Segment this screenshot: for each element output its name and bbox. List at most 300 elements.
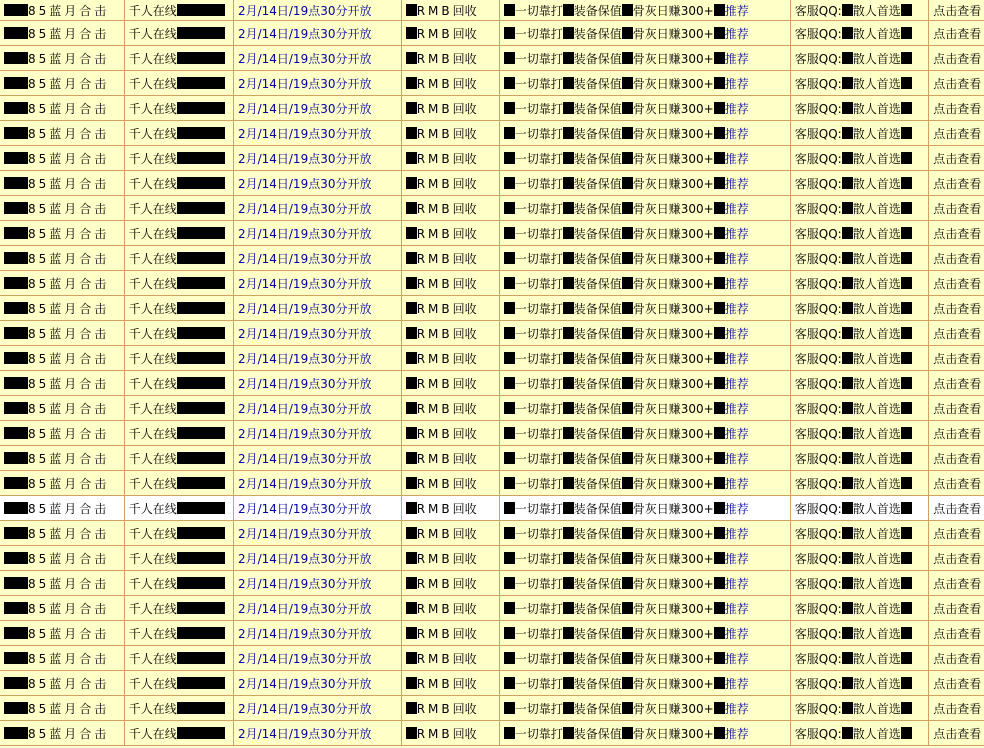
view-link[interactable]: 点击查看 bbox=[933, 626, 982, 641]
open-time-link[interactable]: 2月/14日/19点30分开放 bbox=[237, 426, 372, 441]
rmb-text: RMB bbox=[416, 276, 453, 291]
open-time-cell[interactable] bbox=[233, 521, 401, 546]
server-name-cell[interactable] bbox=[0, 646, 124, 671]
open-time-cell[interactable] bbox=[233, 546, 401, 571]
view-cell[interactable] bbox=[929, 571, 984, 596]
feature-fight: 一切靠打 bbox=[514, 276, 563, 291]
table-row[interactable] bbox=[0, 221, 984, 246]
recommend-link[interactable]: 推荐 bbox=[724, 626, 749, 641]
open-time-cell[interactable] bbox=[233, 321, 401, 346]
recycle-text: 回收 bbox=[452, 726, 477, 741]
redacted-block bbox=[406, 502, 417, 514]
table-row[interactable] bbox=[0, 671, 984, 696]
view-cell[interactable] bbox=[929, 0, 984, 21]
view-link[interactable]: 点击查看 bbox=[933, 601, 982, 616]
view-cell[interactable] bbox=[929, 246, 984, 271]
redacted-block bbox=[842, 27, 853, 39]
recommend-link[interactable]: 推荐 bbox=[724, 351, 749, 366]
table-row[interactable] bbox=[0, 146, 984, 171]
open-time-cell[interactable] bbox=[233, 446, 401, 471]
online-cell bbox=[124, 521, 233, 546]
table-row[interactable] bbox=[0, 696, 984, 721]
server-name: 85蓝月合击 bbox=[28, 151, 110, 166]
open-time-link[interactable]: 2月/14日/19点30分开放 bbox=[237, 3, 372, 18]
view-cell[interactable] bbox=[929, 271, 984, 296]
recommend-link[interactable]: 推荐 bbox=[724, 376, 749, 391]
table-row[interactable] bbox=[0, 596, 984, 621]
qq-label: 客服QQ: bbox=[794, 326, 842, 341]
open-time-link[interactable]: 2月/14日/19点30分开放 bbox=[237, 551, 372, 566]
open-time-link[interactable]: 2月/14日/19点30分开放 bbox=[237, 601, 372, 616]
open-time-link[interactable]: 2月/14日/19点30分开放 bbox=[237, 76, 372, 91]
table-row[interactable] bbox=[0, 446, 984, 471]
open-time-link[interactable]: 2月/14日/19点30分开放 bbox=[237, 626, 372, 641]
server-name-cell[interactable] bbox=[0, 346, 124, 371]
recommend-link[interactable]: 推荐 bbox=[724, 576, 749, 591]
features-cell bbox=[499, 446, 790, 471]
table-row[interactable] bbox=[0, 646, 984, 671]
recommend-link[interactable]: 推荐 bbox=[724, 501, 749, 516]
recycle-text: 回收 bbox=[452, 576, 477, 591]
qq-tag: 散人首选 bbox=[852, 376, 901, 391]
open-time-link[interactable]: 2月/14日/19点30分开放 bbox=[237, 301, 372, 316]
feature-earn: 骨灰日赚300+ bbox=[632, 251, 714, 266]
recommend-link[interactable]: 推荐 bbox=[724, 151, 749, 166]
qq-tag: 散人首选 bbox=[852, 501, 901, 516]
online-text: 千人在线 bbox=[128, 676, 177, 691]
open-time-link[interactable]: 2月/14日/19点30分开放 bbox=[237, 726, 372, 741]
view-cell[interactable] bbox=[929, 321, 984, 346]
qq-label: 客服QQ: bbox=[794, 3, 842, 18]
view-cell[interactable] bbox=[929, 21, 984, 46]
view-link[interactable]: 点击查看 bbox=[933, 476, 982, 491]
open-time-link[interactable]: 2月/14日/19点30分开放 bbox=[237, 476, 372, 491]
open-time-link[interactable]: 2月/14日/19点30分开放 bbox=[237, 651, 372, 666]
view-link[interactable]: 点击查看 bbox=[933, 576, 982, 591]
view-cell[interactable] bbox=[929, 646, 984, 671]
rmb-text: RMB bbox=[416, 501, 453, 516]
rmb-text: RMB bbox=[416, 676, 453, 691]
open-time-cell[interactable] bbox=[233, 296, 401, 321]
server-name-cell[interactable] bbox=[0, 96, 124, 121]
view-link[interactable]: 点击查看 bbox=[933, 501, 982, 516]
table-row[interactable] bbox=[0, 321, 984, 346]
redacted-block bbox=[4, 502, 28, 514]
feature-fight: 一切靠打 bbox=[514, 401, 563, 416]
recommend-link[interactable]: 推荐 bbox=[724, 401, 749, 416]
table-row[interactable] bbox=[0, 246, 984, 271]
recommend-link[interactable]: 推荐 bbox=[724, 76, 749, 91]
view-link[interactable]: 点击查看 bbox=[933, 326, 982, 341]
table-row[interactable] bbox=[0, 621, 984, 646]
online-text: 千人在线 bbox=[128, 601, 177, 616]
open-time-cell[interactable] bbox=[233, 121, 401, 146]
server-name-cell[interactable] bbox=[0, 46, 124, 71]
open-time-cell[interactable] bbox=[233, 421, 401, 446]
server-name-cell[interactable] bbox=[0, 21, 124, 46]
redacted-block bbox=[622, 302, 633, 314]
open-time-cell[interactable] bbox=[233, 271, 401, 296]
open-time-cell[interactable] bbox=[233, 221, 401, 246]
server-name-cell[interactable] bbox=[0, 421, 124, 446]
view-link[interactable]: 点击查看 bbox=[933, 176, 982, 191]
recycle-cell bbox=[401, 71, 499, 96]
open-time-link[interactable]: 2月/14日/19点30分开放 bbox=[237, 26, 372, 41]
recommend-link[interactable]: 推荐 bbox=[724, 476, 749, 491]
view-link[interactable]: 点击查看 bbox=[933, 526, 982, 541]
redacted-block bbox=[177, 177, 225, 189]
server-name-cell[interactable] bbox=[0, 246, 124, 271]
redacted-block bbox=[714, 77, 725, 89]
view-cell[interactable] bbox=[929, 546, 984, 571]
view-link[interactable]: 点击查看 bbox=[933, 226, 982, 241]
table-row[interactable] bbox=[0, 21, 984, 46]
recommend-link[interactable]: 推荐 bbox=[724, 701, 749, 716]
table-row[interactable] bbox=[0, 171, 984, 196]
server-name-cell[interactable] bbox=[0, 271, 124, 296]
table-row[interactable] bbox=[0, 471, 984, 496]
view-cell[interactable] bbox=[929, 621, 984, 646]
view-cell[interactable] bbox=[929, 71, 984, 96]
view-cell[interactable] bbox=[929, 696, 984, 721]
table-row[interactable] bbox=[0, 571, 984, 596]
feature-value: 装备保值 bbox=[573, 276, 622, 291]
redacted-block bbox=[901, 227, 912, 239]
open-time-link[interactable]: 2月/14日/19点30分开放 bbox=[237, 226, 372, 241]
view-link[interactable]: 点击查看 bbox=[933, 351, 982, 366]
table-row[interactable] bbox=[0, 371, 984, 396]
redacted-block bbox=[177, 602, 225, 614]
view-link[interactable]: 点击查看 bbox=[933, 726, 982, 741]
table-row[interactable] bbox=[0, 346, 984, 371]
redacted-block bbox=[563, 502, 574, 514]
view-cell[interactable] bbox=[929, 471, 984, 496]
table-row[interactable] bbox=[0, 46, 984, 71]
view-cell[interactable] bbox=[929, 396, 984, 421]
feature-earn: 骨灰日赚300+ bbox=[632, 51, 714, 66]
feature-value: 装备保值 bbox=[573, 476, 622, 491]
open-time-link[interactable]: 2月/14日/19点30分开放 bbox=[237, 201, 372, 216]
qq-tag: 散人首选 bbox=[852, 51, 901, 66]
rmb-text: RMB bbox=[416, 601, 453, 616]
view-cell[interactable] bbox=[929, 96, 984, 121]
open-time-link[interactable]: 2月/14日/19点30分开放 bbox=[237, 276, 372, 291]
view-cell[interactable] bbox=[929, 121, 984, 146]
redacted-block bbox=[714, 452, 725, 464]
recommend-link[interactable]: 推荐 bbox=[724, 176, 749, 191]
qq-tag: 散人首选 bbox=[852, 126, 901, 141]
view-cell[interactable] bbox=[929, 496, 984, 521]
recommend-link[interactable]: 推荐 bbox=[724, 726, 749, 741]
redacted-block bbox=[4, 352, 28, 364]
server-name-cell[interactable] bbox=[0, 171, 124, 196]
redacted-block bbox=[842, 352, 853, 364]
table-row[interactable] bbox=[0, 421, 984, 446]
server-name: 85蓝月合击 bbox=[28, 626, 110, 641]
qq-label: 客服QQ: bbox=[794, 576, 842, 591]
open-time-link[interactable]: 2月/14日/19点30分开放 bbox=[237, 351, 372, 366]
open-time-cell[interactable] bbox=[233, 496, 401, 521]
view-link[interactable]: 点击查看 bbox=[933, 126, 982, 141]
view-link[interactable]: 点击查看 bbox=[933, 201, 982, 216]
redacted-block bbox=[406, 102, 417, 114]
table-row[interactable] bbox=[0, 196, 984, 221]
view-cell[interactable] bbox=[929, 146, 984, 171]
view-link[interactable]: 点击查看 bbox=[933, 301, 982, 316]
open-time-link[interactable]: 2月/14日/19点30分开放 bbox=[237, 176, 372, 191]
view-cell[interactable] bbox=[929, 671, 984, 696]
feature-earn: 骨灰日赚300+ bbox=[632, 401, 714, 416]
view-link[interactable]: 点击查看 bbox=[933, 101, 982, 116]
open-time-link[interactable]: 2月/14日/19点30分开放 bbox=[237, 126, 372, 141]
server-name-cell[interactable] bbox=[0, 696, 124, 721]
redacted-block bbox=[622, 227, 633, 239]
recommend-link[interactable]: 推荐 bbox=[724, 26, 749, 41]
rmb-text: RMB bbox=[416, 451, 453, 466]
redacted-block bbox=[4, 677, 28, 689]
open-time-link[interactable]: 2月/14日/19点30分开放 bbox=[237, 51, 372, 66]
view-link[interactable]: 点击查看 bbox=[933, 651, 982, 666]
feature-fight: 一切靠打 bbox=[514, 176, 563, 191]
view-link[interactable]: 点击查看 bbox=[933, 426, 982, 441]
recommend-link[interactable]: 推荐 bbox=[724, 226, 749, 241]
qq-cell bbox=[790, 546, 928, 571]
open-time-link[interactable]: 2月/14日/19点30分开放 bbox=[237, 101, 372, 116]
recommend-link[interactable]: 推荐 bbox=[724, 51, 749, 66]
open-time-cell[interactable] bbox=[233, 46, 401, 71]
open-time-link[interactable]: 2月/14日/19点30分开放 bbox=[237, 151, 372, 166]
view-link[interactable]: 点击查看 bbox=[933, 3, 982, 18]
server-name-cell[interactable] bbox=[0, 621, 124, 646]
open-time-link[interactable]: 2月/14日/19点30分开放 bbox=[237, 526, 372, 541]
server-name-cell[interactable] bbox=[0, 221, 124, 246]
qq-tag: 散人首选 bbox=[852, 426, 901, 441]
online-cell bbox=[124, 546, 233, 571]
redacted-block bbox=[901, 127, 912, 139]
view-link[interactable]: 点击查看 bbox=[933, 401, 982, 416]
redacted-block bbox=[622, 327, 633, 339]
view-link[interactable]: 点击查看 bbox=[933, 376, 982, 391]
server-name-cell[interactable] bbox=[0, 571, 124, 596]
recommend-link[interactable]: 推荐 bbox=[724, 251, 749, 266]
view-link[interactable]: 点击查看 bbox=[933, 26, 982, 41]
open-time-cell[interactable] bbox=[233, 471, 401, 496]
server-name-cell[interactable] bbox=[0, 71, 124, 96]
recommend-link[interactable]: 推荐 bbox=[724, 651, 749, 666]
open-time-cell[interactable] bbox=[233, 96, 401, 121]
recommend-link[interactable]: 推荐 bbox=[724, 551, 749, 566]
view-cell[interactable] bbox=[929, 446, 984, 471]
recommend-link[interactable]: 推荐 bbox=[724, 526, 749, 541]
qq-label: 客服QQ: bbox=[794, 51, 842, 66]
redacted-block bbox=[901, 527, 912, 539]
feature-value: 装备保值 bbox=[573, 101, 622, 116]
view-link[interactable]: 点击查看 bbox=[933, 151, 982, 166]
redacted-block bbox=[842, 127, 853, 139]
view-link[interactable]: 点击查看 bbox=[933, 551, 982, 566]
open-time-cell[interactable] bbox=[233, 621, 401, 646]
table-row[interactable] bbox=[0, 296, 984, 321]
view-cell[interactable] bbox=[929, 46, 984, 71]
redacted-block bbox=[177, 152, 225, 164]
view-cell[interactable] bbox=[929, 371, 984, 396]
open-time-cell[interactable] bbox=[233, 596, 401, 621]
table-row[interactable] bbox=[0, 396, 984, 421]
open-time-cell[interactable] bbox=[233, 196, 401, 221]
rmb-text: RMB bbox=[416, 526, 453, 541]
redacted-block bbox=[504, 727, 515, 739]
recommend-link[interactable]: 推荐 bbox=[724, 3, 749, 18]
qq-tag: 散人首选 bbox=[852, 451, 901, 466]
redacted-block bbox=[842, 727, 853, 739]
view-link[interactable]: 点击查看 bbox=[933, 51, 982, 66]
recommend-link[interactable]: 推荐 bbox=[724, 676, 749, 691]
open-time-cell[interactable] bbox=[233, 571, 401, 596]
redacted-block bbox=[177, 302, 225, 314]
server-name-cell[interactable] bbox=[0, 146, 124, 171]
server-name: 85蓝月合击 bbox=[28, 376, 110, 391]
open-time-link[interactable]: 2月/14日/19点30分开放 bbox=[237, 701, 372, 716]
recommend-link[interactable]: 推荐 bbox=[724, 426, 749, 441]
redacted-block bbox=[4, 427, 28, 439]
recommend-link[interactable]: 推荐 bbox=[724, 101, 749, 116]
table-row[interactable] bbox=[0, 0, 984, 21]
redacted-block bbox=[563, 377, 574, 389]
view-cell[interactable] bbox=[929, 221, 984, 246]
qq-label: 客服QQ: bbox=[794, 701, 842, 716]
open-time-link[interactable]: 2月/14日/19点30分开放 bbox=[237, 676, 372, 691]
view-cell[interactable] bbox=[929, 296, 984, 321]
server-name-cell[interactable] bbox=[0, 321, 124, 346]
open-time-cell[interactable] bbox=[233, 346, 401, 371]
recommend-link[interactable]: 推荐 bbox=[724, 601, 749, 616]
redacted-block bbox=[842, 452, 853, 464]
server-name-cell[interactable] bbox=[0, 671, 124, 696]
open-time-cell[interactable] bbox=[233, 396, 401, 421]
open-time-cell[interactable] bbox=[233, 171, 401, 196]
view-cell[interactable] bbox=[929, 421, 984, 446]
redacted-block bbox=[714, 4, 725, 16]
qq-cell bbox=[790, 696, 928, 721]
server-name-cell[interactable] bbox=[0, 521, 124, 546]
table-row[interactable] bbox=[0, 546, 984, 571]
features-cell bbox=[499, 671, 790, 696]
server-name-cell[interactable] bbox=[0, 371, 124, 396]
view-link[interactable]: 点击查看 bbox=[933, 76, 982, 91]
server-name-cell[interactable] bbox=[0, 296, 124, 321]
server-name-cell[interactable] bbox=[0, 471, 124, 496]
open-time-cell[interactable] bbox=[233, 21, 401, 46]
table-row[interactable] bbox=[0, 121, 984, 146]
table-row[interactable] bbox=[0, 96, 984, 121]
recommend-link[interactable]: 推荐 bbox=[724, 451, 749, 466]
open-time-cell[interactable] bbox=[233, 0, 401, 21]
redacted-block bbox=[4, 127, 28, 139]
feature-value: 装备保值 bbox=[573, 676, 622, 691]
redacted-block bbox=[622, 427, 633, 439]
server-name-cell[interactable] bbox=[0, 496, 124, 521]
online-text: 千人在线 bbox=[128, 451, 177, 466]
open-time-cell[interactable] bbox=[233, 696, 401, 721]
table-row[interactable] bbox=[0, 271, 984, 296]
server-name-cell[interactable] bbox=[0, 446, 124, 471]
table-row[interactable] bbox=[0, 521, 984, 546]
redacted-block bbox=[842, 102, 853, 114]
recommend-link[interactable]: 推荐 bbox=[724, 201, 749, 216]
redacted-block bbox=[177, 377, 225, 389]
recommend-link[interactable]: 推荐 bbox=[724, 126, 749, 141]
server-name: 85蓝月合击 bbox=[28, 401, 110, 416]
qq-cell bbox=[790, 246, 928, 271]
view-cell[interactable] bbox=[929, 171, 984, 196]
recommend-link[interactable]: 推荐 bbox=[724, 276, 749, 291]
view-link[interactable]: 点击查看 bbox=[933, 276, 982, 291]
open-time-link[interactable]: 2月/14日/19点30分开放 bbox=[237, 401, 372, 416]
open-time-cell[interactable] bbox=[233, 71, 401, 96]
view-link[interactable]: 点击查看 bbox=[933, 451, 982, 466]
view-cell[interactable] bbox=[929, 346, 984, 371]
feature-value: 装备保值 bbox=[573, 651, 622, 666]
feature-earn: 骨灰日赚300+ bbox=[632, 351, 714, 366]
server-name-cell[interactable] bbox=[0, 196, 124, 221]
open-time-cell[interactable] bbox=[233, 371, 401, 396]
view-cell[interactable] bbox=[929, 521, 984, 546]
server-name-cell[interactable] bbox=[0, 0, 124, 21]
server-name-cell[interactable] bbox=[0, 596, 124, 621]
server-name-cell[interactable] bbox=[0, 396, 124, 421]
open-time-cell[interactable] bbox=[233, 671, 401, 696]
qq-cell bbox=[790, 471, 928, 496]
view-cell[interactable] bbox=[929, 196, 984, 221]
features-cell bbox=[499, 621, 790, 646]
redacted-block bbox=[901, 477, 912, 489]
open-time-cell[interactable] bbox=[233, 646, 401, 671]
open-time-link[interactable]: 2月/14日/19点30分开放 bbox=[237, 251, 372, 266]
feature-fight: 一切靠打 bbox=[514, 701, 563, 716]
view-cell[interactable] bbox=[929, 721, 984, 746]
open-time-cell[interactable] bbox=[233, 246, 401, 271]
open-time-link[interactable]: 2月/14日/19点30分开放 bbox=[237, 326, 372, 341]
server-name: 85蓝月合击 bbox=[28, 51, 110, 66]
online-cell bbox=[124, 121, 233, 146]
redacted-block bbox=[563, 527, 574, 539]
view-link[interactable]: 点击查看 bbox=[933, 676, 982, 691]
recommend-link[interactable]: 推荐 bbox=[724, 301, 749, 316]
view-link[interactable]: 点击查看 bbox=[933, 701, 982, 716]
open-time-link[interactable]: 2月/14日/19点30分开放 bbox=[237, 451, 372, 466]
open-time-cell[interactable] bbox=[233, 146, 401, 171]
redacted-block bbox=[563, 627, 574, 639]
table-row[interactable] bbox=[0, 71, 984, 96]
recommend-link[interactable]: 推荐 bbox=[724, 326, 749, 341]
server-name-cell[interactable] bbox=[0, 721, 124, 746]
open-time-link[interactable]: 2月/14日/19点30分开放 bbox=[237, 576, 372, 591]
server-name: 85蓝月合击 bbox=[28, 251, 110, 266]
view-cell[interactable] bbox=[929, 596, 984, 621]
table-row[interactable] bbox=[0, 496, 984, 521]
open-time-link[interactable]: 2月/14日/19点30分开放 bbox=[237, 501, 372, 516]
online-cell bbox=[124, 696, 233, 721]
open-time-cell[interactable] bbox=[233, 721, 401, 746]
redacted-block bbox=[714, 602, 725, 614]
redacted-block bbox=[714, 152, 725, 164]
table-row[interactable] bbox=[0, 721, 984, 746]
feature-fight: 一切靠打 bbox=[514, 351, 563, 366]
open-time-link[interactable]: 2月/14日/19点30分开放 bbox=[237, 376, 372, 391]
server-name-cell[interactable] bbox=[0, 121, 124, 146]
server-name-cell[interactable] bbox=[0, 546, 124, 571]
view-link[interactable]: 点击查看 bbox=[933, 251, 982, 266]
